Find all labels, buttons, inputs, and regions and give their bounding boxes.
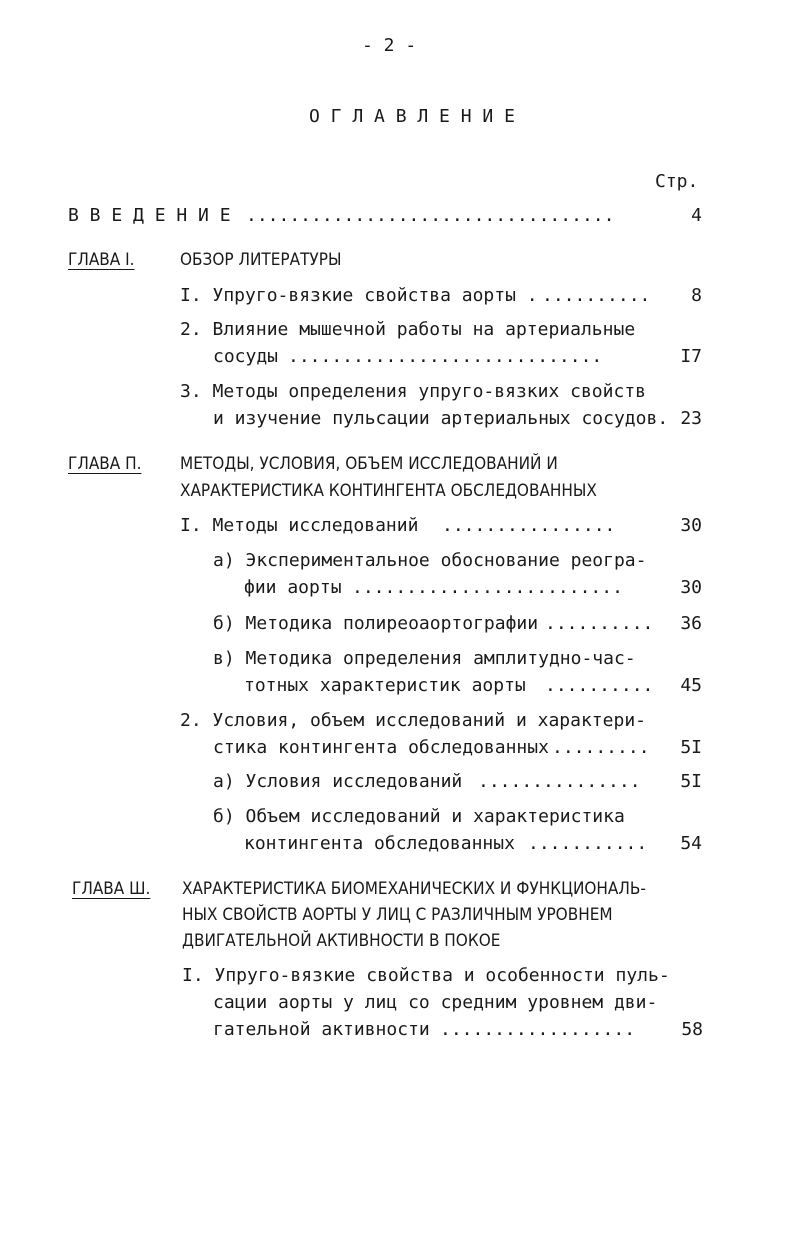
entry-1-3-line1: 3. Методы определения упруго-вязких свойств [180, 381, 646, 402]
page-number: - 2 - [362, 35, 417, 56]
entry-3-1-line3: гательной активности [213, 1019, 430, 1040]
entry-2-1c-line1: в) Методика определения амплитудно-час- [213, 648, 636, 669]
entry-2-1-page: 30 [680, 515, 702, 536]
entry-2-1c-line2: тотных характеристик аорты [244, 675, 526, 696]
intro-leader: .................................. [246, 205, 615, 226]
entry-1-3-page: 23 [680, 408, 702, 429]
chapter-2-title-line1: МЕТОДЫ, УСЛОВИЯ, ОБЪЕМ ИССЛЕДОВАНИЙ И [180, 454, 558, 474]
entry-2-1a-line1: а) Экспериментальное обоснование реогра- [213, 550, 647, 571]
entry-2-1c-page: 45 [680, 675, 702, 696]
entry-2-1a-line2: фии аорты [244, 577, 342, 598]
chapter-3-title-line1: ХАРАКТЕРИСТИКА БИОМЕХАНИЧЕСКИХ И ФУНКЦИОНАЛЬ- [182, 879, 646, 899]
chapter-2-label: ГЛАВА П. [68, 454, 142, 474]
entry-3-1-page: 58 [681, 1019, 703, 1040]
entry-2-2a-page: 5I [680, 771, 702, 792]
entry-1-2-leader: ............................. [288, 346, 603, 367]
entry-1-3-line2: и изучение пульсации артериальных сосудов. [213, 408, 669, 429]
entry-2-2a-text: а) Условия исследований [213, 771, 463, 792]
entry-2-1-text: I. Методы исследований [180, 515, 419, 536]
chapter-3-title-line2: НЫХ СВОЙСТВ АОРТЫ У ЛИЦ С РАЗЛИЧНЫМ УРОВНЕМ [182, 905, 613, 925]
entry-2-1c-leader: .......... [545, 675, 654, 696]
entry-3-1-line2: сации аорты у лиц со средним уровнем дви- [213, 992, 658, 1013]
page-column-label: Стр. [655, 171, 699, 192]
entry-1-2-line1: 2. Влияние мышечной работы на артериальные [180, 319, 636, 340]
entry-2-1a-page: 30 [680, 577, 702, 598]
intro-page: 4 [691, 205, 702, 226]
entry-2-2-page: 5I [680, 737, 702, 758]
entry-2-2b-leader: ........... [528, 833, 648, 854]
chapter-3-title-line3: ДВИГАТЕЛЬНОЙ АКТИВНОСТИ В ПОКОЕ [182, 931, 501, 951]
entry-1-1-text: I. Упруго-вязкие свойства аорты . [180, 285, 538, 306]
intro-label: В В Е Д Е Н И Е [68, 205, 231, 226]
chapter-1-label: ГЛАВА I. [68, 250, 135, 270]
entry-2-2b-page: 54 [680, 833, 702, 854]
chapter-1-title: ОБЗОР ЛИТЕРАТУРЫ [180, 250, 342, 270]
toc-title: О Г Л А В Л Е Н И Е [309, 106, 515, 127]
entry-2-2-line2: стика контингента обследованных [213, 737, 549, 758]
entry-1-2-page: I7 [680, 346, 702, 367]
entry-3-1-line1: I. Упруго-вязкие свойства и особенности пуль- [182, 965, 670, 986]
entry-3-1-leader: .................. [440, 1019, 636, 1040]
chapter-3-label: ГЛАВА Ш. [72, 879, 151, 899]
entry-2-1-leader: ................ [442, 515, 616, 536]
entry-2-1b-page: 36 [680, 613, 702, 634]
entry-2-1b-leader: .......... [545, 613, 654, 634]
entry-2-1a-leader: ......................... [352, 577, 623, 598]
entry-2-1b-text: б) Методика полиреоаортографии [213, 613, 539, 634]
chapter-2-title-line2: ХАРАКТЕРИСТИКА КОНТИНГЕНТА ОБСЛЕДОВАННЫХ [180, 481, 597, 501]
entry-2-2a-leader: ............... [478, 771, 641, 792]
entry-1-2-line2: сосуды [213, 346, 279, 367]
entry-1-1-page: 8 [691, 285, 702, 306]
entry-2-2-line1: 2. Условия, объем исследований и характери- [180, 710, 646, 731]
entry-2-2b-line2: контингента обследованных [244, 833, 515, 854]
entry-1-1-leader: .......... [542, 285, 651, 306]
entry-2-2b-line1: б) Объем исследований и характеристика [213, 806, 625, 827]
entry-2-2-leader: ......... [552, 737, 650, 758]
